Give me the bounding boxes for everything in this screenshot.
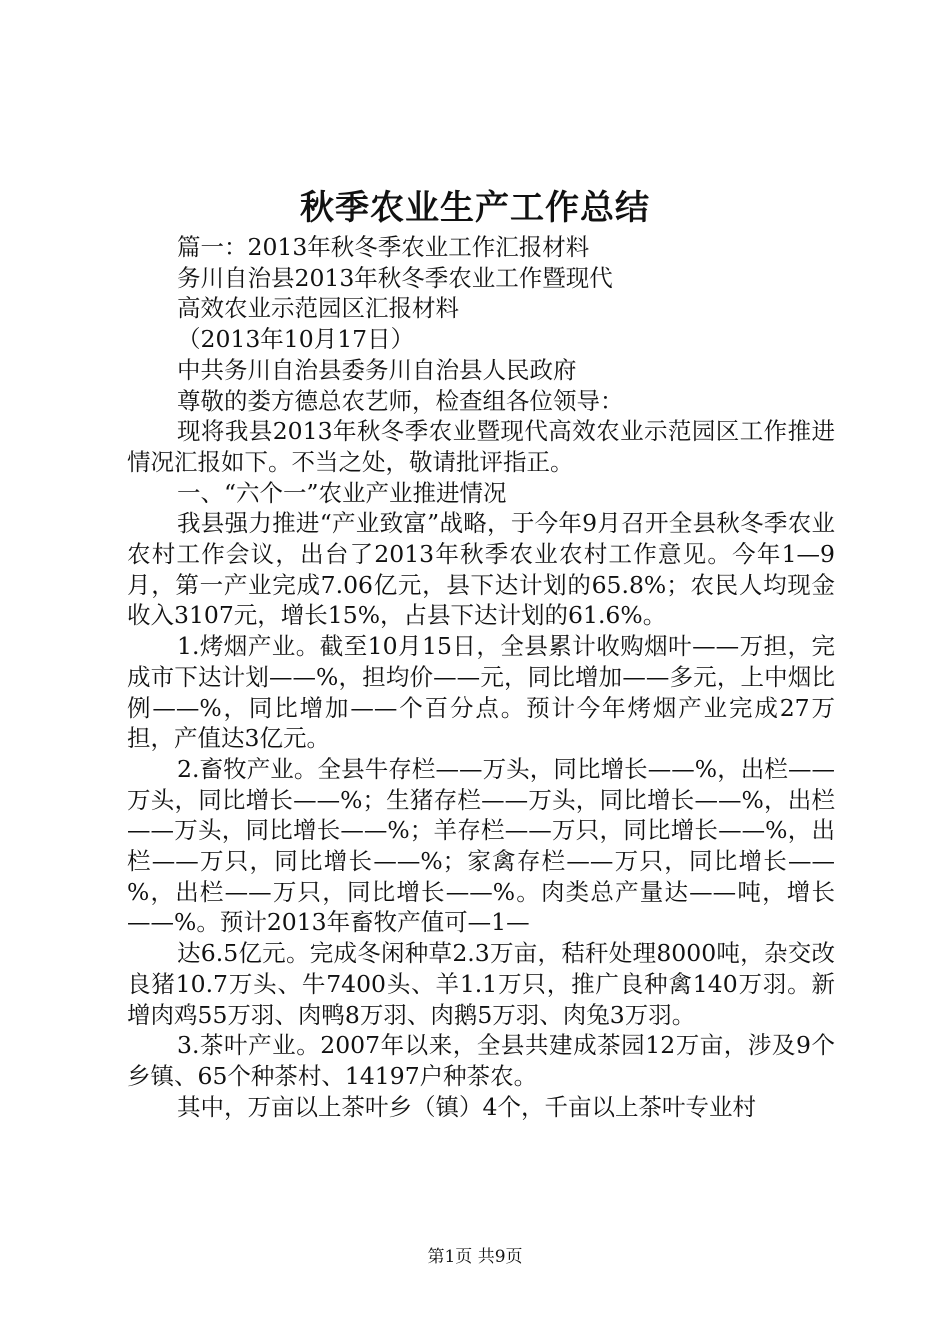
page-footer: 第1页 共9页 [427, 1247, 523, 1267]
paragraph-salutation: 尊敬的娄方德总农艺师，检查组各位领导： [177, 386, 624, 415]
paragraph-overview: 我县强力推进“产业致富”战略，于今年9月召开全县秋冬季农业农村工作会议，出台了2013年秋季农业农村工作意见。今年1—9月，第一产业完成7.06亿元，县下达计划的65.8%；农民人均现金收入3107元，增长15%，占县下达计划的61.6%。 [127, 509, 835, 630]
paragraph-tobacco: 1.烤烟产业。截至10月15日，全县累计收购烟叶——万担，完成市下达计划——%，担均价——元，同比增加——多元，上中烟比例——%，同比增加——个百分点。预计今年烤烟产业完成27万担，产值达3亿元。 [127, 632, 835, 753]
paragraph-livestock: 2.畜牧产业。全县牛存栏——万头，同比增长——%，出栏——万头，同比增长——%；生猪存栏——万头，同比增长——%，出栏——万头，同比增长——%；羊存栏——万只，同比增长——%，出栏——万只，同比增长——%；家禽存栏——万只，同比增长——%，出栏——万只，同比增长——%。肉类总产量达——吨，增长——%。预计2013年畜牧产值可—1— [127, 754, 835, 937]
paragraph-issuer: 中共务川自治县委务川自治县人民政府 [177, 355, 577, 384]
document-body [127, 232, 835, 1122]
paragraph-subtitle-3: 高效农业示范园区汇报材料 [177, 294, 459, 323]
paragraph-subtitle-1: 篇一：2013年秋冬季农业工作汇报材料 [177, 233, 590, 261]
paragraph-tea-cont: 其中，万亩以上茶叶乡（镇）4个，千亩以上茶叶专业村 [177, 1092, 756, 1121]
paragraph-intro: 现将我县2013年秋冬季农业暨现代高效农业示范园区工作推进情况汇报如下。不当之处，敬请批评指正。 [127, 417, 835, 476]
document-title: 秋季农业生产工作总结 [300, 188, 650, 228]
paragraph-livestock-cont: 达6.5亿元。完成冬闲种草2.3万亩，秸秆处理8000吨，杂交改良猪10.7万头、牛7400头、羊1.1万只，推广良种禽140万羽。新增肉鸡55万羽、肉鸭8万羽、肉鹅5万羽、肉兔3万羽。 [127, 939, 835, 1029]
paragraph-subtitle-2: 务川自治县2013年秋冬季农业工作暨现代 [177, 263, 613, 292]
paragraph-tea: 3.茶叶产业。2007年以来，全县共建成茶园12万亩，涉及9个乡镇、65个种茶村、14197户种茶农。 [127, 1031, 835, 1090]
section-heading: 一、“六个一”农业产业推进情况 [177, 478, 507, 507]
paragraph-date: （2013年10月17日） [177, 325, 415, 354]
